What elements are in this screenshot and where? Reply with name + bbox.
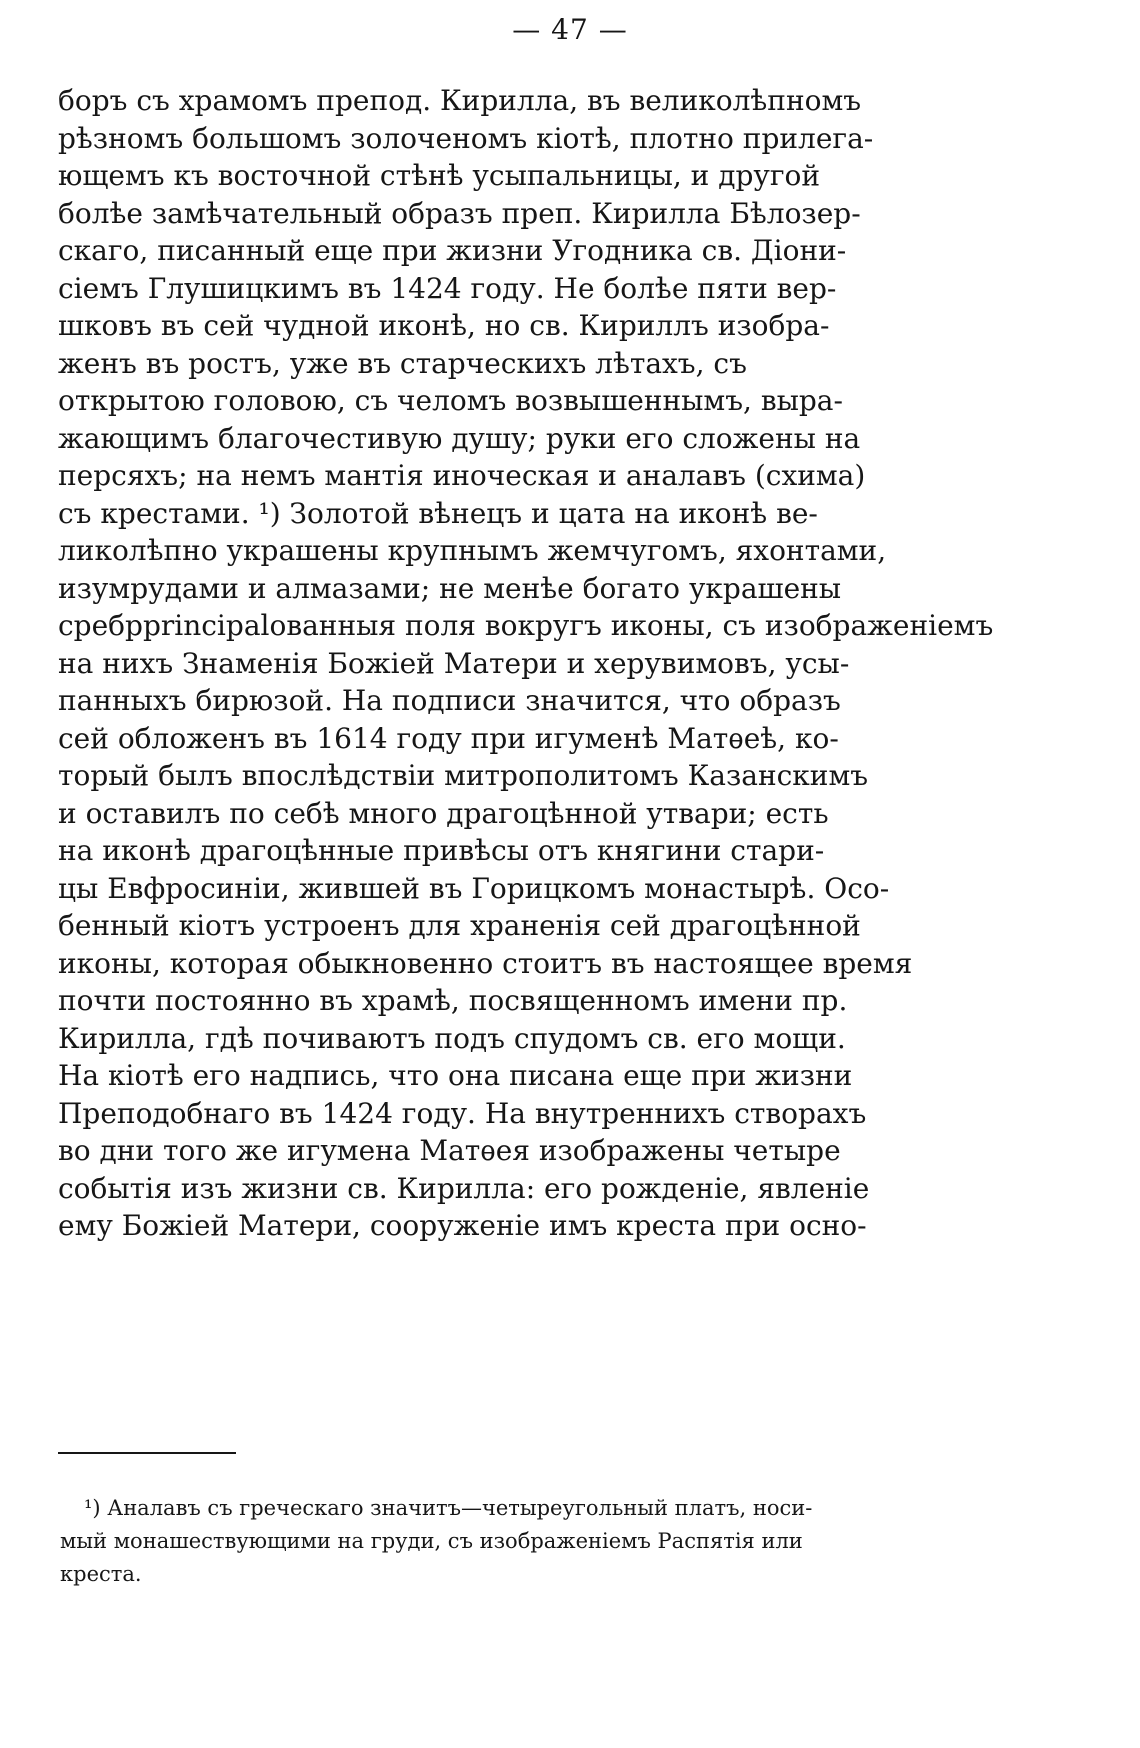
body-line: На кіотѣ его надпись, что она писана еще при жизни <box>58 1059 853 1092</box>
body-line: ему Божіей Матери, сооруженіе имъ креста при осно- <box>58 1209 867 1242</box>
body-line: болѣе замѣчательный образъ преп. Кирилла Бѣлозер- <box>58 196 861 230</box>
page-number: — 47 — <box>512 13 628 46</box>
footnote-line: мый монашествующими на груди, съ изображеніемъ Распятія или <box>60 1529 803 1553</box>
body-line: торый былъ впослѣдствіи митрополитомъ Казанскимъ <box>58 759 869 792</box>
body-line: съ крестами. ¹) Золотой вѣнецъ и цата на иконѣ ве- <box>58 496 818 530</box>
body-line: изумрудами и алмазами; не менѣе богато украшены <box>58 571 842 605</box>
footnote <box>60 1492 1064 1591</box>
footnote-divider <box>58 1452 236 1454</box>
body-line: Преподобнаго въ 1424 году. На внутреннихъ створахъ <box>58 1096 867 1130</box>
body-line: на нихъ Знаменія Божіей Матери и херувимовъ, усы- <box>58 646 850 680</box>
footnote-line: креста. <box>60 1562 142 1586</box>
body-line: жающимъ благочестивую душу; руки его сложены на <box>58 421 861 455</box>
body-line: рѣзномъ большомъ золоченомъ кіотѣ, плотно прилега- <box>58 121 874 155</box>
body-line: ющемъ къ восточной стѣнѣ усыпальницы, и другой <box>58 159 821 192</box>
body-line: на иконѣ драгоцѣнные привѣсы отъ княгини стари- <box>58 834 825 867</box>
body-line: персяхъ; на немъ мантія иноческая и аналавъ (схима) <box>58 459 866 492</box>
body-line: шковъ въ сей чудной иконѣ, но св. Кириллъ изобра- <box>58 309 830 342</box>
body-line: скаго, писанный еще при жизни Угодника св. Діони- <box>58 234 847 267</box>
body-line: сей обложенъ въ 1614 году при игуменѣ Матѳеѣ, ко- <box>58 721 839 755</box>
body-line: боръ съ храмомъ препод. Кирилла, въ великолѣпномъ <box>58 84 862 117</box>
body-line: и оставилъ по себѣ много драгоцѣнной утвари; есть <box>58 796 829 830</box>
body-line: бенный кіотъ устроенъ для храненія сей драгоцѣнной <box>58 909 861 942</box>
body-line: сребрprincipalованныя поля вокругъ иконы, съ изображеніемъ <box>58 609 994 642</box>
body-line: иконы, которая обыкновенно стоитъ въ настоящее время <box>58 946 913 980</box>
body-text <box>58 82 1058 1245</box>
body-line: панныхъ бирюзой. На подписи значится, что образъ <box>58 684 841 717</box>
body-line: сіемъ Глушицкимъ въ 1424 году. Не болѣе пяти вер- <box>58 271 837 305</box>
body-line: событія изъ жизни св. Кирилла: его рожденіе, явленіе <box>58 1171 870 1205</box>
body-line: цы Евфросиніи, жившей въ Горицкомъ монастырѣ. Осо- <box>58 871 890 905</box>
body-line: во дни того же игумена Матѳея изображены четыре <box>58 1134 841 1167</box>
body-line: женъ въ ростъ, уже въ старческихъ лѣтахъ, съ <box>58 346 747 380</box>
footnote-line: ¹) Аналавъ съ греческаго значитъ—четыреугольный платъ, носи- <box>84 1496 813 1520</box>
body-line: почти постоянно въ храмѣ, посвященномъ имени пр. <box>58 984 848 1017</box>
body-line: ликолѣпно украшены крупнымъ жемчугомъ, яхонтами, <box>58 534 887 567</box>
body-line: Кирилла, гдѣ почиваютъ подъ спудомъ св. его мощи. <box>58 1021 846 1055</box>
body-line: открытою головою, съ челомъ возвышеннымъ, выра- <box>58 384 843 417</box>
